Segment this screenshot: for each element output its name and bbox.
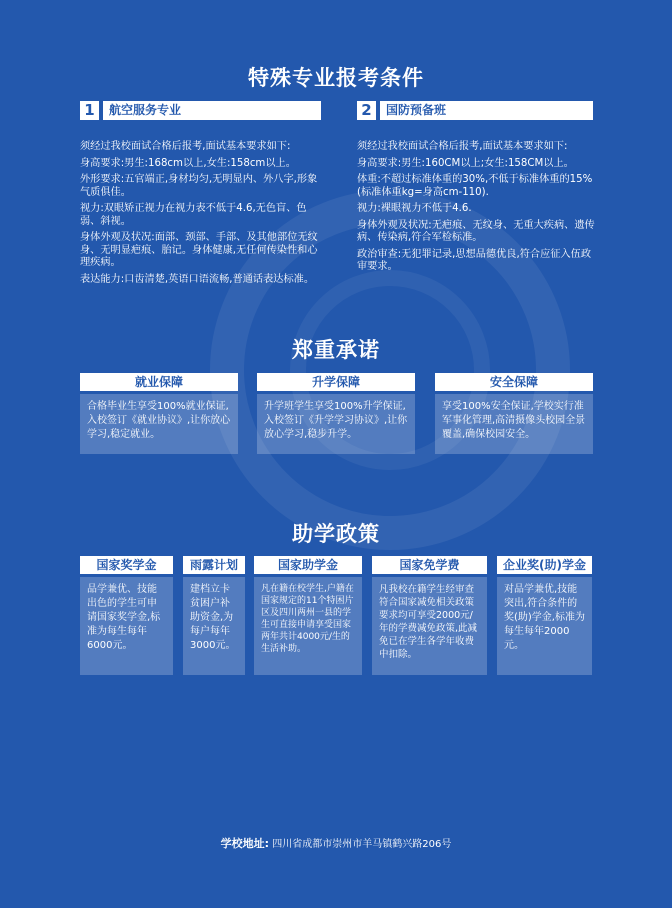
aid-national-scholarship-text: 品学兼优、技能出色的学生可申请国家奖学金,标准为每生每年6000元。 xyxy=(80,577,173,675)
aid-tuition-waiver-title: 国家免学费 xyxy=(372,556,487,574)
section-2-body xyxy=(357,141,595,278)
aid-title: 助学政策 xyxy=(292,522,380,546)
promise-safety-title: 安全保障 xyxy=(435,373,593,391)
section-1-title: 航空服务专业 xyxy=(103,101,321,120)
promise-employment-text: 合格毕业生享受100%就业保证,入校签订《就业协议》,让你放心学习,稳定就业。 xyxy=(80,394,238,454)
section-2-title: 国防预备班 xyxy=(380,101,593,120)
aid-enterprise-scholarship-title: 企业奖(助)学金 xyxy=(497,556,592,574)
promise-employment-title: 就业保障 xyxy=(80,373,238,391)
page-title: 特殊专业报考条件 xyxy=(248,66,424,90)
section-2-line: 须经过我校面试合格后报考,面试基本要求如下: xyxy=(357,141,568,152)
section-2-number: 2 xyxy=(357,101,376,120)
section-2-line: 身体外观及状况:无疤痕、无纹身、无重大疾病、遗传病、传染病,符合军检标准。 xyxy=(357,219,595,243)
aid-national-grant-text: 凡在籍在校学生,户籍在国家规定的11个特困片区及四川两州一县的学生可直接申请享受国家两年共计4000元/生的生活补助。 xyxy=(254,577,362,675)
promise-title: 郑重承诺 xyxy=(292,338,380,362)
section-1-line: 身体外观及状况:面部、颈部、手部、及其他部位无纹身、无明显疤痕、胎记。身体健康,无任何传染性和心理疾病。 xyxy=(80,232,318,268)
aid-tuition-waiver-text: 凡我校在籍学生经审查符合国家减免相关政策要求均可享受2000元/年的学费减免政策,此减免已在学生各学年收费中扣除。 xyxy=(372,577,487,675)
section-1-number: 1 xyxy=(80,101,99,120)
section-1-line: 身高要求:男生:168cm以上,女生:158cm以上。 xyxy=(80,157,296,169)
section-1-line: 外形要求:五官端正,身材均匀,无明显内、外八字,形象气质俱佳。 xyxy=(80,174,318,198)
section-2-line: 视力:裸眼视力不低于4.6. xyxy=(357,203,472,214)
aid-enterprise-scholarship-text: 对品学兼优,技能突出,符合条件的奖(助)学金,标准为每生每年2000元。 xyxy=(497,577,592,675)
aid-national-scholarship-title: 国家奖学金 xyxy=(80,556,173,574)
address-value: 四川省成都市崇州市羊马镇鹤兴路206号 xyxy=(272,839,452,850)
section-2-line: 身高要求:男生:160CM以上;女生:158CM以上。 xyxy=(357,157,574,169)
section-1-line: 视力:双眼矫正视力在视力表不低于4.6,无色盲、色弱、斜视。 xyxy=(80,203,307,227)
section-1-line: 表达能力:口齿清楚,英语口语流畅,普通话表达标准。 xyxy=(80,273,315,285)
section-2-line: 体重:不超过标准体重的30%,不低于标准体重的15%(标准体重kg=身高cm-110). xyxy=(357,174,593,198)
promise-further-study-text: 升学班学生享受100%升学保证,入校签订《升学学习协议》,让你放心学习,稳步升学。 xyxy=(257,394,415,454)
section-1-header xyxy=(80,101,321,120)
promise-safety-text: 享受100%安全保证,学校实行准军事化管理,高清摄像头校园全景覆盖,确保校园安全。 xyxy=(435,394,593,454)
section-1-body xyxy=(80,141,325,290)
section-2-header xyxy=(357,101,593,120)
aid-yulu-plan-text: 建档立卡贫困户补助资金,为每户每年3000元。 xyxy=(183,577,245,675)
footer-address xyxy=(0,835,672,851)
aid-yulu-plan-title: 雨露计划 xyxy=(183,556,245,574)
section-1-line: 须经过我校面试合格后报考,面试基本要求如下: xyxy=(80,141,291,152)
address-label: 学校地址: xyxy=(220,837,270,850)
aid-national-grant-title: 国家助学金 xyxy=(254,556,362,574)
section-2-line: 政治审查:无犯罪记录,思想品德优良,符合应征入伍政审要求。 xyxy=(357,248,592,272)
promise-further-study-title: 升学保障 xyxy=(257,373,415,391)
